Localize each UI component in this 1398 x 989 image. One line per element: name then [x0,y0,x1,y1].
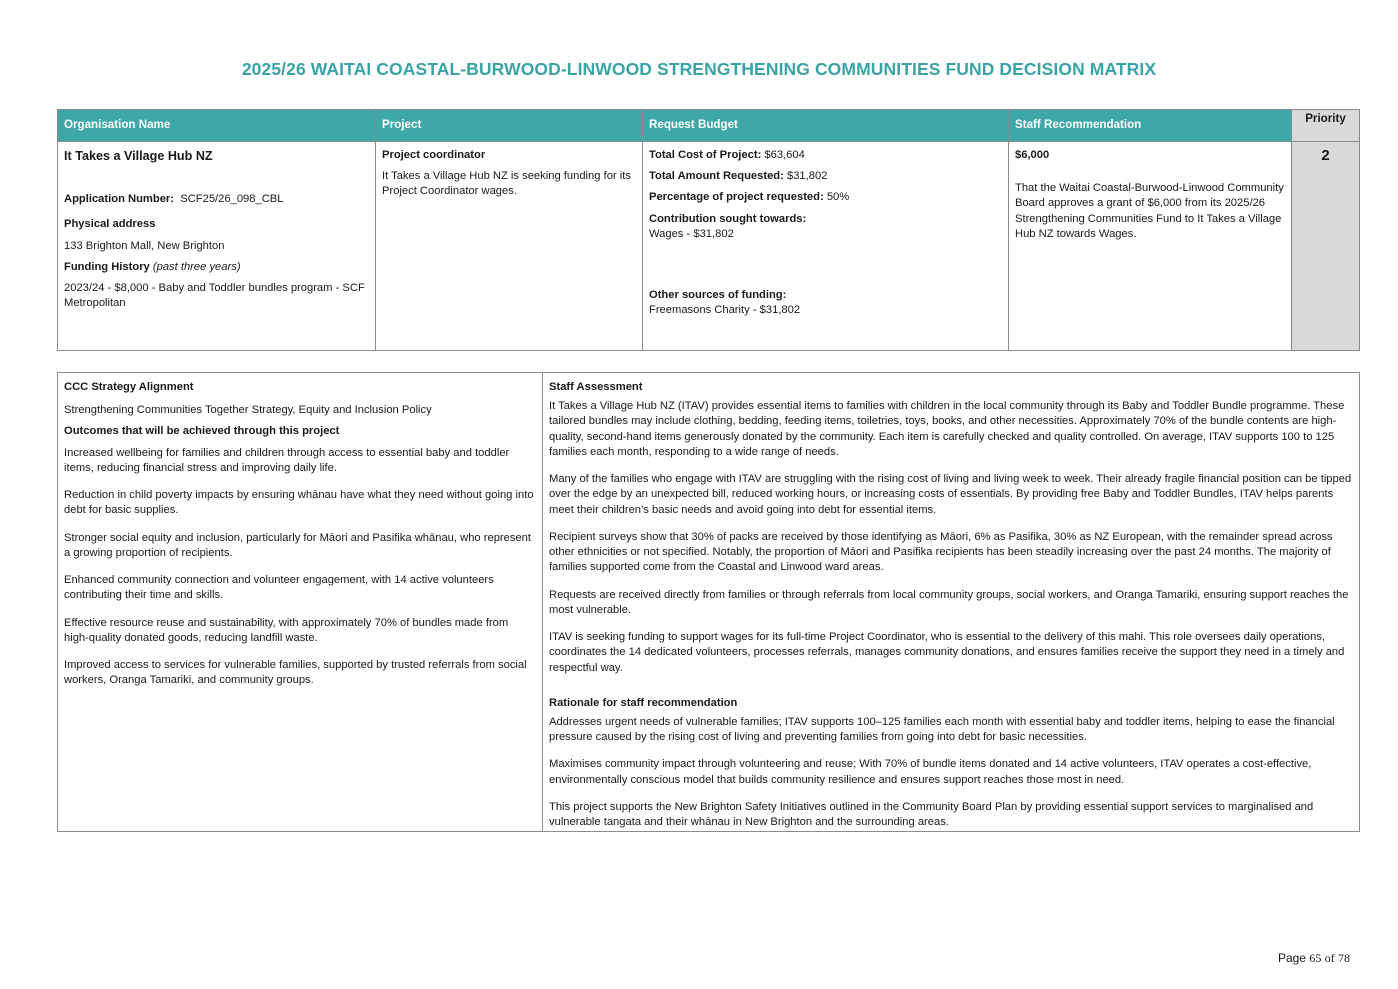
outcome-item: Improved access to services for vulnerable families, supported by trusted referrals from social workers, Oranga Tamariki, and community groups. [64,659,527,687]
total-cost-line [649,148,1002,163]
total-requested: $31,802 [786,170,828,183]
header-recommendation: Staff Recommendation [1009,110,1292,142]
funding-history-heading [64,260,369,275]
assessment-paragraph: Many of the families who engage with ITAV are struggling with the rising cost of living and living week to week. Their already fragile financial position can be tipped over the edge by an unexpected bill, reduced working hours, or increasing costs of essentials. By providing free Baby and Toddler Bundles, ITAV helps parents meet their children’s basic needs and avoid going into debt for essential items. [549,473,1352,516]
project-title: Project coordinator [382,149,486,161]
funding-history-note: (past three years) [152,260,241,273]
budget-cell [643,142,1009,351]
outcome-item: Effective resource reuse and sustainability, with approximately 70% of bundles made from high-quality donated goods, reducing landfill waste. [64,616,509,644]
page-label: Page [1277,951,1306,965]
other-sources: Freemasons Charity - $31,802 [649,304,801,317]
project-description: It Takes a Village Hub NZ is seeking funding for its Project Coordinator wages. [382,170,631,198]
contribution: Wages - $31,802 [649,227,734,240]
decision-matrix-table [57,109,1360,351]
header-organisation: Organisation Name [58,110,376,142]
page-of-label: of [1324,951,1335,965]
assessment-paragraph: Requests are received directly from families or through referrals from local community groups, social workers, and Oranga Tamariki, ensuring support reaches the most vulnerable. [549,588,1349,616]
strategy-cell [58,373,543,832]
total-requested-line [649,169,1002,184]
recommendation-cell [1009,142,1292,351]
outcome-item: Enhanced community connection and volunteer engagement, with 14 active volunteers contributing their time and skills. [64,574,494,602]
outcome-item: Stronger social equity and inclusion, particularly for Māori and Pasifika whānau, who represent a growing proportion of recipients. [64,531,532,559]
other-sources-label: Other sources of funding: [649,289,787,302]
header-priority: Priority [1292,110,1360,142]
outcome-item: Reduction in child poverty impacts by ensuring whānau have what they need without going into debt for basic supplies. [64,489,534,517]
percentage-line [649,190,1002,205]
project-cell [376,142,643,351]
application-number-line [64,192,369,207]
assessment-table [57,372,1360,832]
matrix-header-row [58,110,1360,142]
contribution-label: Contribution sought towards: [649,212,807,225]
application-number-label: Application Number: [64,193,175,206]
address: 133 Brighton Mall, New Brighton [64,239,225,252]
rationale-paragraph: This project supports the New Brighton Safety Initiatives outlined in the Community Board Plan by providing essential support services to marginalised and vulnerable tangata and their whānau in New Brighton and the surrounding areas. [549,800,1314,829]
recommendation-text: That the Waitai Coastal-Burwood-Linwood Community Board approves a grant of $6,000 from its 2025/26 Strengthening Communities Fund to It Takes a Village Hub NZ towards Wages. [1015,182,1284,240]
organisation-cell [58,142,376,351]
outcomes-heading: Outcomes that will be achieved through this project [64,425,340,438]
total-requested-label: Total Amount Requested: [649,170,784,183]
total-pages: 78 [1338,951,1350,965]
address-label: Physical address [64,218,156,231]
total-cost: $63,604 [764,149,805,161]
page-number-footer [1278,950,1350,966]
percentage-label: Percentage of project requested: [649,191,824,204]
assessment-heading: Staff Assessment [549,381,643,393]
application-number: SCF25/26_098_CBL [180,193,284,206]
matrix-data-row [58,142,1360,351]
funding-history-label: Funding History [64,260,150,273]
rationale-paragraph: Addresses urgent needs of vulnerable families; ITAV supports 100–125 families each month with essential baby and toddler items, helping to ease the financial pressure caused by the rising cost of living and preventing families from going into debt for basic necessities. [549,715,1335,744]
staff-assessment-cell [543,373,1360,832]
assessment-row [58,373,1360,832]
percentage: 50% [826,191,850,204]
recommended-amount: $6,000 [1015,149,1050,161]
priority-value: 2 [1292,142,1360,351]
funding-history: 2023/24 - $8,000 - Baby and Toddler bundles program - SCF Metropolitan [64,282,365,310]
header-budget: Request Budget [643,110,1009,142]
rationale-paragraph: Maximises community impact through volunteering and reuse; With 70% of bundle items donated and 14 active volunteers, ITAV operates a cost-effective, environmentally conscious model that builds community resilience and ensures support reaches those most in need. [549,758,1312,786]
strategy-text: Strengthening Communities Together Strategy, Equity and Inclusion Policy [64,404,432,417]
assessment-paragraph: Recipient surveys show that 30% of packs are received by those identifying as Māori, 6% as Pasifika, 30% as NZ European, with the remainder spread across other ethnicities or not specified. Notably, the proportion of Māori and Pasifika recipients has been steadily increasing over the past 24 months. The majority of families supported come from the Coastal and Linwood ward areas. [549,530,1333,574]
total-cost-label: Total Cost of Project: [649,149,762,161]
current-page: 65 [1309,951,1322,965]
outcome-item: Increased wellbeing for families and children through access to essential baby and toddler items, reducing financial stress and improving daily life. [64,446,510,474]
page-title: 2025/26 WAITAI COASTAL-BURWOOD-LINWOOD STRENGTHENING COMMUNITIES FUND DECISION MATRIX [241,59,1157,79]
assessment-paragraph: ITAV is seeking funding to support wages for its full-time Project Coordinator, who is essential to the delivery of this mahi. This role oversees daily operations, coordinates the 14 dedicated volunteers, processes referrals, manages community donations, and ensures families receive the support they need in a timely and respectful way. [549,631,1345,674]
header-project: Project [376,110,643,142]
strategy-heading: CCC Strategy Alignment [64,381,194,393]
organisation-name: It Takes a Village Hub NZ [64,149,213,163]
rationale-heading: Rationale for staff recommendation [549,696,738,709]
assessment-paragraph: It Takes a Village Hub NZ (ITAV) provides essential items to families with children in the local community through its Baby and Toddler Bundle programme. These tailored bundles may include clothing, bedding, feeding items, toiletries, toys, books, and other necessities. Approximately 70% of the bundle contents are high-quality, second-hand items generously donated by the community. Each item is carefully checked and quality controlled. On average, ITAV supports 100 to 125 families each month, responding to a wide range of needs. [549,400,1345,458]
